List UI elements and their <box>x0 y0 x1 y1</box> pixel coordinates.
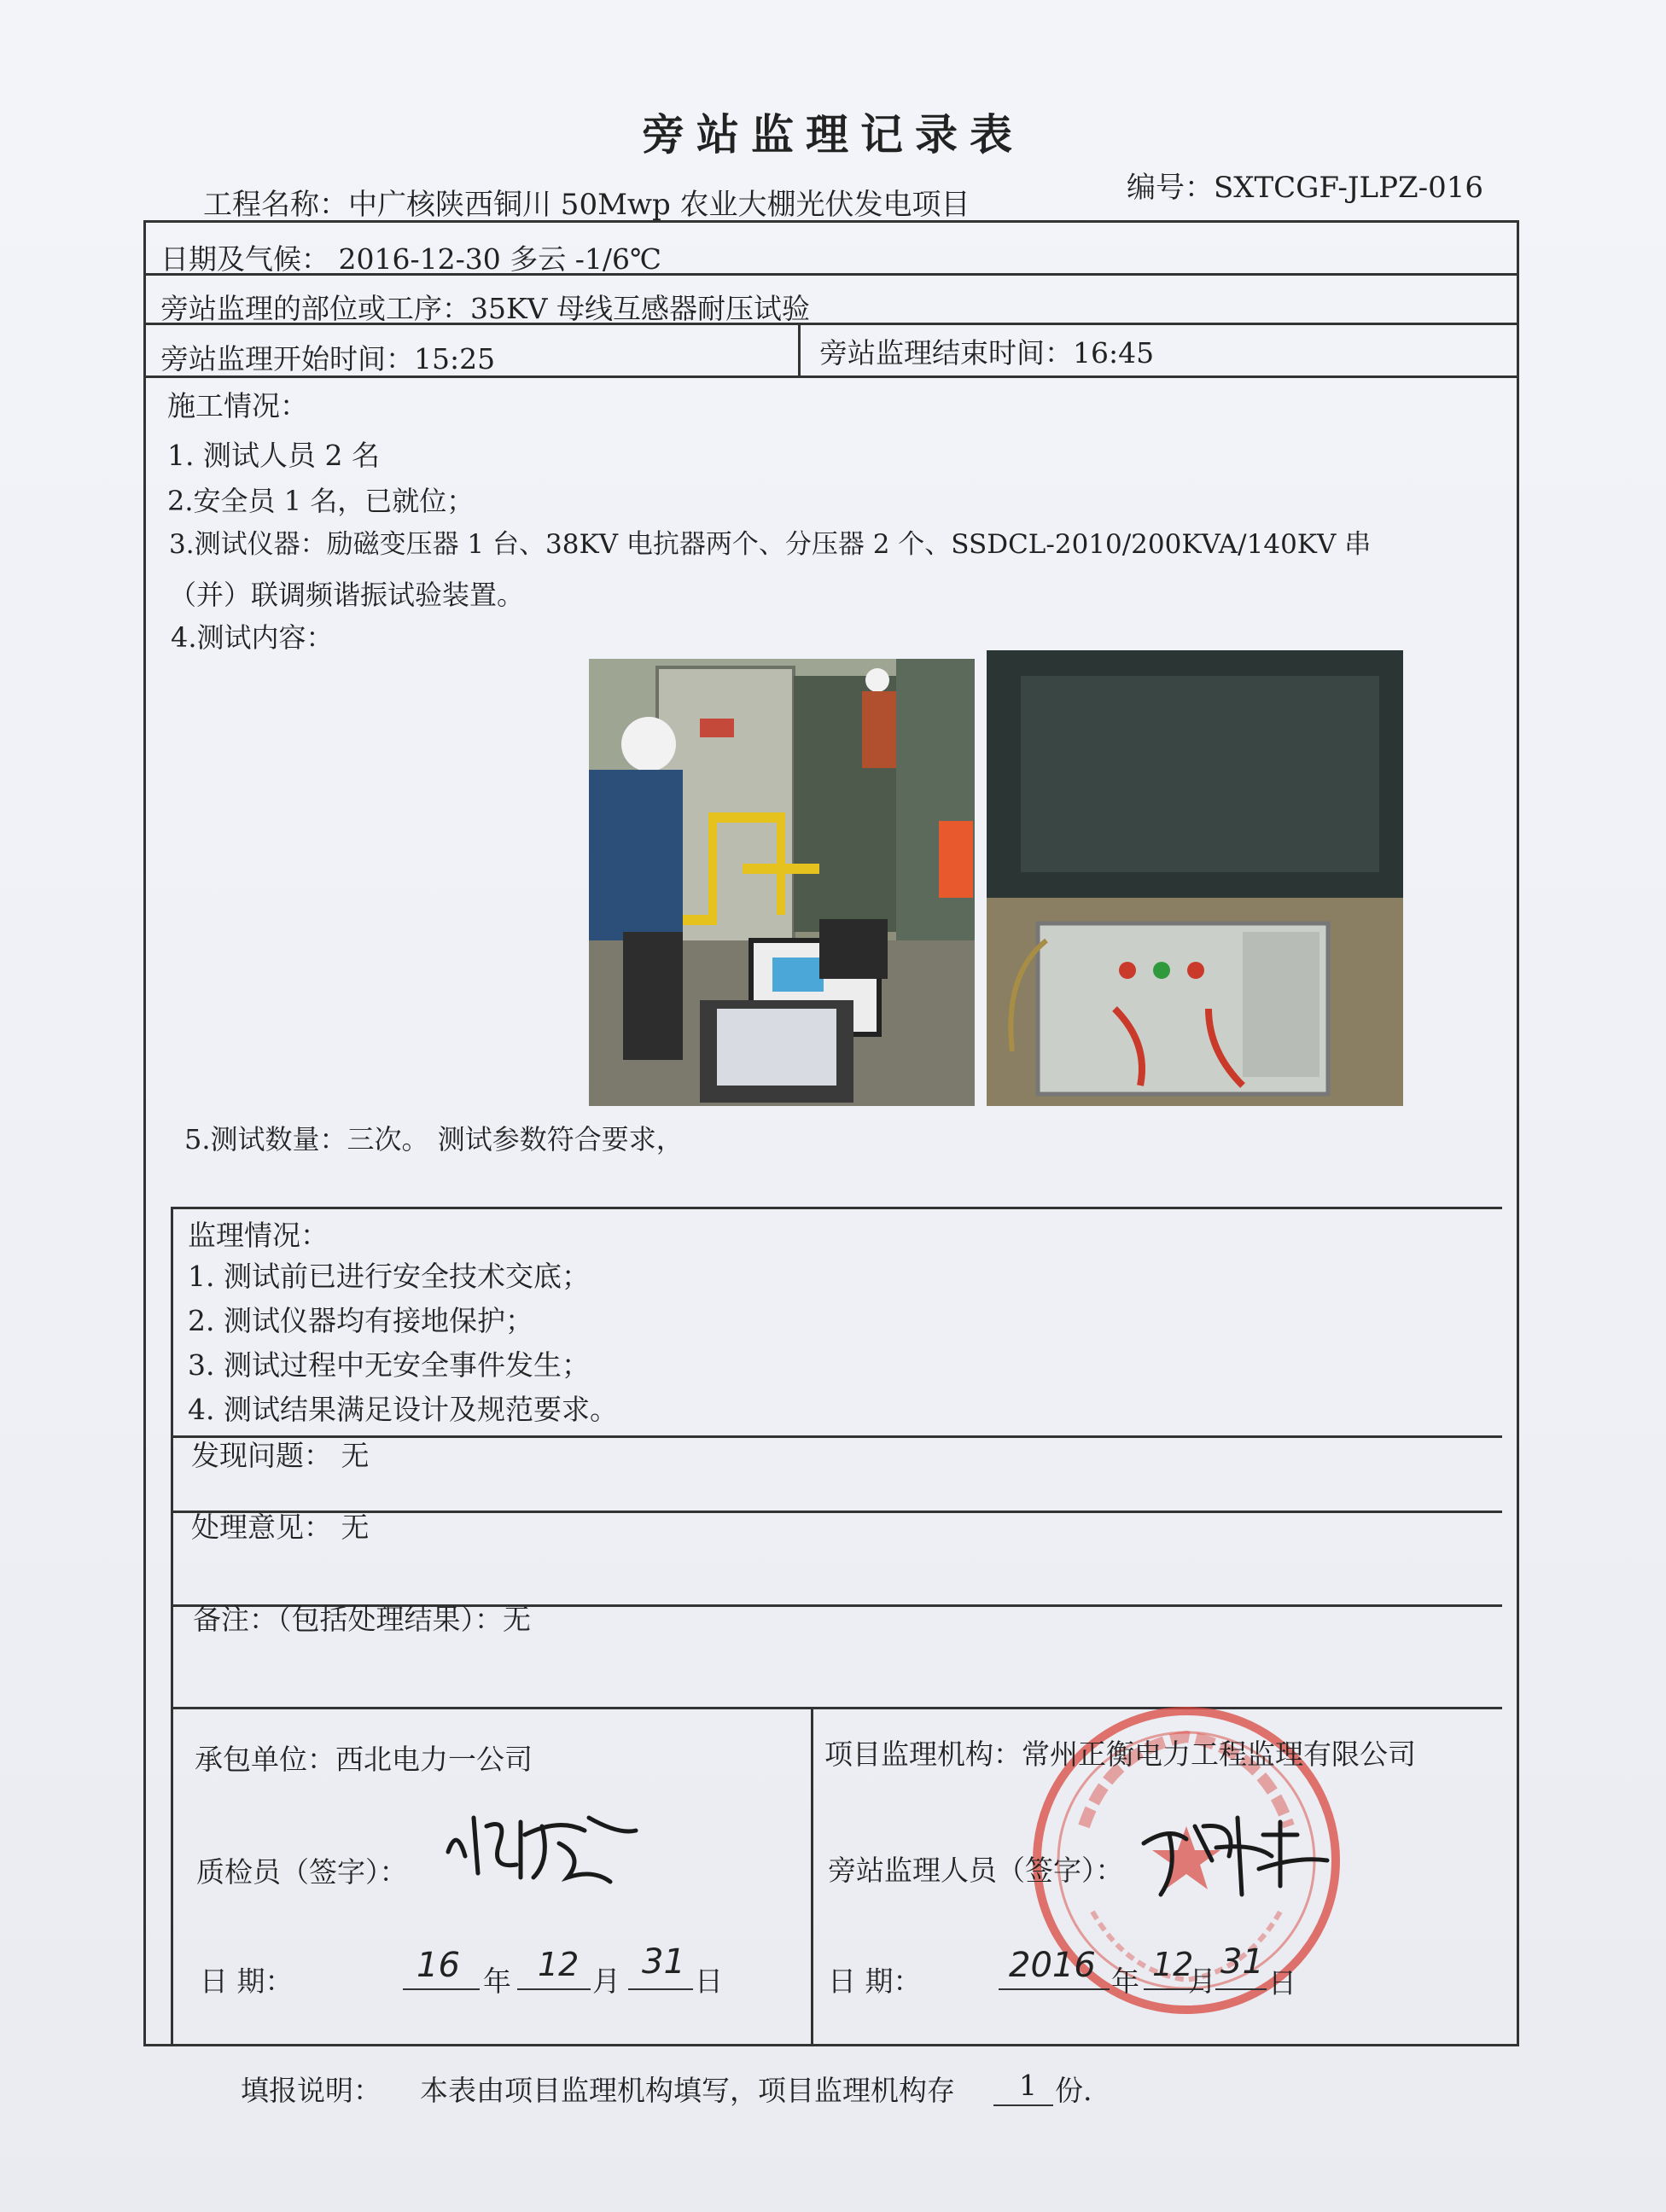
construction-line: 1. 测试人员 2 名 <box>167 439 380 472</box>
day-char-right: 日 <box>1268 1966 1296 2000</box>
divider <box>171 1511 1502 1513</box>
footer-text: 本表由项目监理机构填写，项目监理机构存 <box>420 2074 955 2107</box>
supervision-item: 3. 测试过程中无安全事件发生； <box>188 1348 590 1382</box>
handling-opinion: 处理意见： 无 <box>191 1511 370 1544</box>
underline <box>1215 1988 1267 1990</box>
supervisor-signature <box>1135 1809 1331 1906</box>
underline <box>628 1988 693 1990</box>
work-item: 旁站监理的部位或工序：35KV 母线互感器耐压试验 <box>160 292 810 325</box>
year-char-right: 年 <box>1111 1965 1139 1998</box>
inspector-signature <box>440 1792 644 1898</box>
project-name: 工程名称：中广核陕西铜川 50Mwp 农业大棚光伏发电项目 <box>203 188 970 222</box>
serial-number: 编号：SXTCGF-JLPZ-016 <box>1127 171 1483 205</box>
start-time: 旁站监理开始时间：15:25 <box>160 342 496 375</box>
divider <box>171 1435 1502 1438</box>
supervisor-label: 旁站监理人员（签字）： <box>828 1854 1124 1887</box>
form-title: 旁站监理记录表 <box>642 109 1024 160</box>
supervision-item: 4. 测试结果满足设计及规范要求。 <box>188 1393 618 1426</box>
underline <box>999 1988 1110 1990</box>
divider <box>798 323 801 375</box>
footer-copies: 1 <box>1019 2069 1037 2102</box>
supervision-agency: 项目监理机构：常州正衡电力工程监理有限公司 <box>824 1738 1416 1771</box>
date-weather: 日期及气候： 2016-12-30 多云 -1/6℃ <box>160 242 661 276</box>
remarks: 备注：（包括处理结果）：无 <box>193 1603 531 1636</box>
construction-line: 3.测试仪器：励磁变压器 1 台、38KV 电抗器两个、分压器 2 个、SSDCL-2010/200KVA/140KV 串 <box>169 529 1372 560</box>
month-char-left: 月 <box>592 1965 620 1998</box>
underline <box>517 1988 591 1990</box>
construction-line: 2.安全员 1 名，已就位； <box>167 485 475 517</box>
supervision-item: 1. 测试前已进行安全技术交底； <box>188 1260 590 1293</box>
inspector-label: 质检员（签字）： <box>196 1855 408 1889</box>
month-char-right: 月 <box>1188 1965 1216 1998</box>
test-equipment-photo <box>987 650 1403 1106</box>
divider <box>811 1707 813 2046</box>
day-char-left: 日 <box>695 1965 723 1998</box>
footer-label: 填报说明： <box>241 2074 382 2107</box>
construction-line: 5.测试数量：三次。 测试参数符合要求， <box>184 1123 684 1155</box>
construction-heading: 施工情况： <box>167 389 308 422</box>
divider <box>171 1207 173 2046</box>
supervision-item: 2. 测试仪器均有接地保护； <box>188 1304 533 1337</box>
issues-found: 发现问题： 无 <box>191 1439 370 1472</box>
left-date-month: 12 <box>538 1946 580 1983</box>
supervision-heading: 监理情况： <box>188 1219 329 1252</box>
footer-unit: 份. <box>1055 2074 1092 2107</box>
contractor-unit: 承包单位：西北电力一公司 <box>195 1743 533 1776</box>
year-char-left: 年 <box>483 1965 511 1998</box>
date-label-right: 日 期： <box>828 1965 922 1998</box>
end-time: 旁站监理结束时间：16:45 <box>819 336 1155 370</box>
divider <box>171 1207 1502 1209</box>
underline <box>993 2104 1053 2106</box>
date-label-left: 日 期： <box>200 1965 294 1998</box>
right-date-month: 12 <box>1152 1946 1194 1983</box>
test-site-photo <box>589 659 975 1106</box>
underline <box>403 1988 480 1990</box>
left-date-day: 31 <box>642 1942 685 1982</box>
right-date-day: 31 <box>1220 1942 1264 1982</box>
construction-line: （并）联调频谐振试验装置。 <box>169 579 525 611</box>
right-date-year: 2016 <box>1009 1946 1096 1985</box>
construction-line: 4.测试内容： <box>171 621 334 654</box>
left-date-year: 16 <box>416 1946 460 1985</box>
